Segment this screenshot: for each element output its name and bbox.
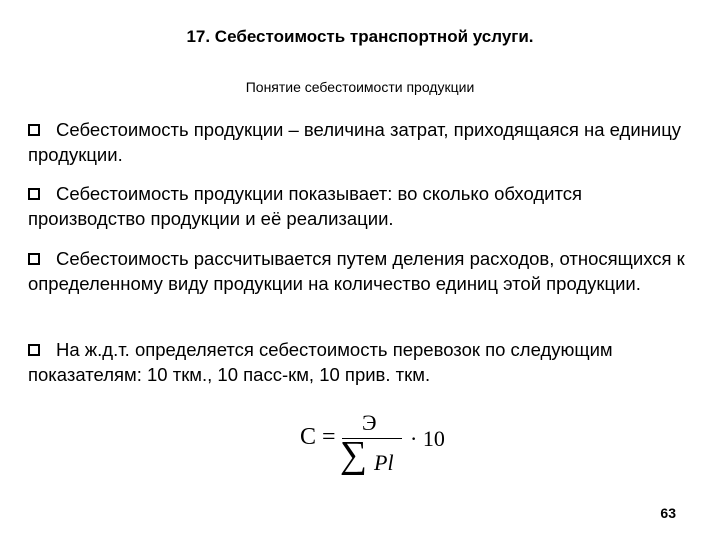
bullet-text-3: Себестоимость рассчитывается путем деления расходов, относящихся к определенному виду продукции на количество единиц этой продукции.: [28, 248, 685, 294]
formula-lhs: С: [300, 424, 317, 450]
bullet-text-1: Себестоимость продукции – величина затрат, приходящаяся на единицу продукции.: [28, 119, 682, 165]
bullet-square-icon: [28, 344, 40, 356]
bullet-square-icon: [28, 253, 40, 265]
formula-denominator: Pl: [374, 450, 394, 475]
formula-numerator: Э: [362, 410, 377, 435]
formula-equals: =: [322, 424, 336, 450]
bullet-text-4: На ж.д.т. определяется себестоимость перевозок по следующим показателям: 10 ткм., 10 пасс-км, 10 прив. ткм.: [28, 339, 613, 385]
formula-multiplier: · 10: [410, 426, 445, 451]
bullet-item-3: [28, 246, 700, 296]
bullet-square-icon: [28, 188, 40, 200]
bullet-item-4: [28, 337, 700, 387]
bullet-item-2: [28, 181, 700, 231]
slide-subtitle: Понятие себестоимости продукции: [245, 79, 475, 95]
bullet-text-2: Себестоимость продукции показывает: во сколько обходится производство продукции и её реализации.: [28, 183, 583, 229]
sum-icon: ∑: [340, 434, 368, 476]
page-number: 63: [660, 505, 676, 521]
bullet-square-icon: [28, 124, 40, 136]
bullet-item-1: [28, 117, 700, 167]
cost-formula: [300, 410, 470, 482]
slide-title: 17. Себестоимость транспортной услуги.: [186, 27, 534, 46]
